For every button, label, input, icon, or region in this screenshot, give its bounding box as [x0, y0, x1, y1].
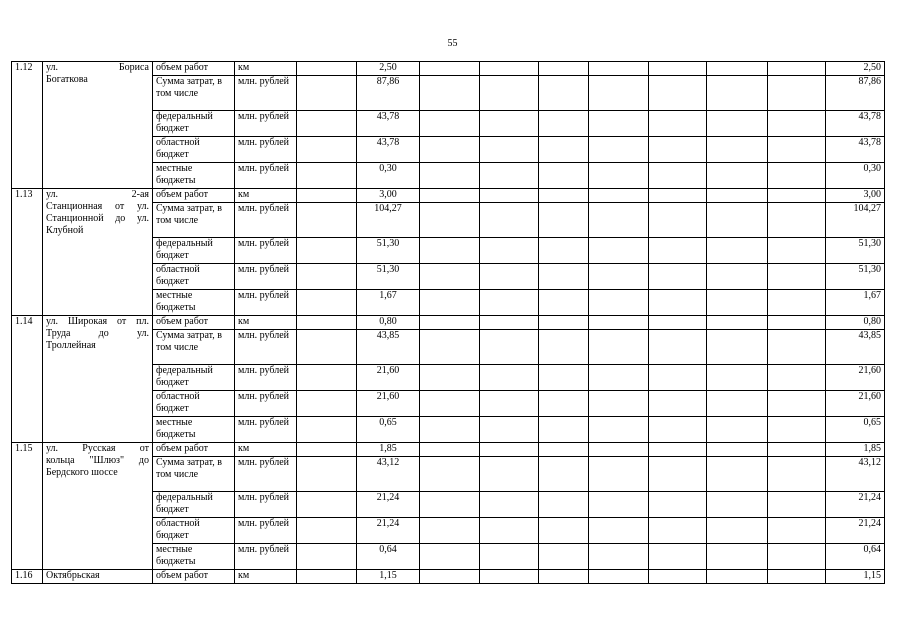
value-cell: 1,85: [357, 443, 420, 457]
empty-cell: [539, 264, 589, 290]
empty-cell: [480, 492, 539, 518]
budget-table: [11, 61, 885, 584]
empty-cell: [480, 76, 539, 111]
empty-cell: [297, 203, 357, 238]
value-cell: 0,30: [357, 163, 420, 189]
empty-cell: [707, 137, 768, 163]
empty-cell: [420, 189, 480, 203]
empty-cell: [768, 544, 826, 570]
empty-cell: [707, 111, 768, 137]
unit-label: млн. рублей: [235, 111, 297, 137]
total-cell: 2,50: [826, 62, 885, 76]
indicator-label: Сумма затрат, в том числе: [153, 457, 235, 492]
empty-cell: [539, 443, 589, 457]
empty-cell: [297, 189, 357, 203]
total-cell: 51,30: [826, 264, 885, 290]
unit-label: км: [235, 316, 297, 330]
total-cell: 43,85: [826, 330, 885, 365]
empty-cell: [589, 290, 649, 316]
empty-cell: [768, 163, 826, 189]
indicator-label: областной бюджет: [153, 137, 235, 163]
empty-cell: [480, 570, 539, 584]
total-cell: 21,60: [826, 365, 885, 391]
empty-cell: [589, 417, 649, 443]
empty-cell: [539, 330, 589, 365]
indicator-label: местные бюджеты: [153, 290, 235, 316]
street-name-line: ул. Бориса: [46, 62, 149, 73]
empty-cell: [539, 316, 589, 330]
unit-label: млн. рублей: [235, 137, 297, 163]
empty-cell: [768, 264, 826, 290]
empty-cell: [707, 264, 768, 290]
empty-cell: [420, 137, 480, 163]
indicator-label: областной бюджет: [153, 518, 235, 544]
street-name-line: Богаткова: [46, 74, 88, 85]
empty-cell: [297, 518, 357, 544]
section-number: 1.12: [12, 62, 43, 189]
total-cell: 0,64: [826, 544, 885, 570]
street-name-line: ул. Широкая от пл.: [46, 316, 149, 327]
empty-cell: [768, 443, 826, 457]
empty-cell: [539, 189, 589, 203]
empty-cell: [649, 417, 707, 443]
empty-cell: [480, 264, 539, 290]
section-number: 1.14: [12, 316, 43, 443]
empty-cell: [480, 518, 539, 544]
empty-cell: [707, 76, 768, 111]
empty-cell: [589, 544, 649, 570]
total-cell: 104,27: [826, 203, 885, 238]
indicator-label: федеральный бюджет: [153, 111, 235, 137]
empty-cell: [539, 290, 589, 316]
indicator-label: местные бюджеты: [153, 163, 235, 189]
empty-cell: [768, 203, 826, 238]
indicator-label: федеральный бюджет: [153, 365, 235, 391]
empty-cell: [297, 365, 357, 391]
empty-cell: [539, 238, 589, 264]
empty-cell: [539, 203, 589, 238]
empty-cell: [480, 111, 539, 137]
street-name-line: ул. Русская от: [46, 443, 149, 454]
empty-cell: [480, 544, 539, 570]
empty-cell: [589, 62, 649, 76]
unit-label: млн. рублей: [235, 238, 297, 264]
empty-cell: [707, 457, 768, 492]
empty-cell: [297, 290, 357, 316]
unit-label: млн. рублей: [235, 518, 297, 544]
empty-cell: [420, 62, 480, 76]
empty-cell: [649, 365, 707, 391]
indicator-label: местные бюджеты: [153, 544, 235, 570]
empty-cell: [480, 290, 539, 316]
empty-cell: [539, 111, 589, 137]
empty-cell: [768, 290, 826, 316]
unit-label: млн. рублей: [235, 365, 297, 391]
empty-cell: [420, 203, 480, 238]
table-row: [12, 443, 885, 457]
empty-cell: [539, 417, 589, 443]
street-name: [43, 570, 153, 584]
empty-cell: [297, 391, 357, 417]
value-cell: 21,60: [357, 391, 420, 417]
empty-cell: [649, 570, 707, 584]
empty-cell: [589, 238, 649, 264]
total-cell: 21,24: [826, 518, 885, 544]
empty-cell: [707, 518, 768, 544]
table-row: [12, 62, 885, 76]
value-cell: 43,12: [357, 457, 420, 492]
empty-cell: [297, 570, 357, 584]
value-cell: 43,78: [357, 137, 420, 163]
empty-cell: [768, 570, 826, 584]
total-cell: 21,24: [826, 492, 885, 518]
empty-cell: [420, 76, 480, 111]
empty-cell: [589, 443, 649, 457]
empty-cell: [768, 518, 826, 544]
empty-cell: [480, 62, 539, 76]
empty-cell: [768, 365, 826, 391]
total-cell: 87,86: [826, 76, 885, 111]
empty-cell: [649, 163, 707, 189]
empty-cell: [480, 238, 539, 264]
empty-cell: [649, 290, 707, 316]
empty-cell: [420, 316, 480, 330]
empty-cell: [649, 238, 707, 264]
unit-label: млн. рублей: [235, 492, 297, 518]
total-cell: 1,85: [826, 443, 885, 457]
unit-label: км: [235, 189, 297, 203]
value-cell: 21,60: [357, 365, 420, 391]
empty-cell: [589, 391, 649, 417]
value-cell: 21,24: [357, 492, 420, 518]
empty-cell: [649, 76, 707, 111]
empty-cell: [649, 316, 707, 330]
empty-cell: [480, 457, 539, 492]
total-cell: 0,30: [826, 163, 885, 189]
empty-cell: [707, 330, 768, 365]
empty-cell: [707, 544, 768, 570]
empty-cell: [589, 189, 649, 203]
empty-cell: [539, 76, 589, 111]
street-name-line: Станционной до ул.: [46, 213, 149, 224]
empty-cell: [420, 457, 480, 492]
street-name: [43, 316, 153, 443]
street-name: [43, 62, 153, 189]
section-number: 1.15: [12, 443, 43, 570]
empty-cell: [297, 443, 357, 457]
empty-cell: [768, 238, 826, 264]
empty-cell: [768, 137, 826, 163]
empty-cell: [420, 570, 480, 584]
unit-label: млн. рублей: [235, 417, 297, 443]
value-cell: 1,15: [357, 570, 420, 584]
empty-cell: [480, 417, 539, 443]
empty-cell: [649, 264, 707, 290]
empty-cell: [707, 62, 768, 76]
total-cell: 1,15: [826, 570, 885, 584]
street-name-line: Клубной: [46, 225, 84, 236]
total-cell: 43,12: [826, 457, 885, 492]
empty-cell: [420, 290, 480, 316]
empty-cell: [420, 163, 480, 189]
empty-cell: [297, 238, 357, 264]
empty-cell: [589, 163, 649, 189]
empty-cell: [297, 62, 357, 76]
empty-cell: [589, 316, 649, 330]
empty-cell: [297, 264, 357, 290]
empty-cell: [589, 570, 649, 584]
empty-cell: [420, 443, 480, 457]
empty-cell: [768, 316, 826, 330]
section-number: 1.13: [12, 189, 43, 316]
unit-label: млн. рублей: [235, 544, 297, 570]
value-cell: 43,85: [357, 330, 420, 365]
empty-cell: [297, 316, 357, 330]
street-name: [43, 189, 153, 316]
empty-cell: [589, 365, 649, 391]
empty-cell: [768, 189, 826, 203]
page-number: 55: [447, 38, 458, 49]
unit-label: млн. рублей: [235, 264, 297, 290]
empty-cell: [420, 330, 480, 365]
unit-label: млн. рублей: [235, 76, 297, 111]
unit-label: км: [235, 62, 297, 76]
empty-cell: [420, 264, 480, 290]
empty-cell: [420, 518, 480, 544]
empty-cell: [707, 163, 768, 189]
empty-cell: [480, 330, 539, 365]
empty-cell: [649, 457, 707, 492]
street-name-line: Бердского шоссе: [46, 467, 118, 478]
empty-cell: [768, 391, 826, 417]
empty-cell: [539, 163, 589, 189]
total-cell: 51,30: [826, 238, 885, 264]
empty-cell: [707, 316, 768, 330]
empty-cell: [707, 203, 768, 238]
empty-cell: [768, 330, 826, 365]
value-cell: 2,50: [357, 62, 420, 76]
empty-cell: [297, 417, 357, 443]
unit-label: млн. рублей: [235, 330, 297, 365]
empty-cell: [297, 330, 357, 365]
unit-label: млн. рублей: [235, 290, 297, 316]
indicator-label: федеральный бюджет: [153, 492, 235, 518]
empty-cell: [768, 457, 826, 492]
empty-cell: [297, 111, 357, 137]
value-cell: 43,78: [357, 111, 420, 137]
empty-cell: [768, 76, 826, 111]
indicator-label: объем работ: [153, 316, 235, 330]
unit-label: млн. рублей: [235, 163, 297, 189]
empty-cell: [297, 163, 357, 189]
indicator-label: Сумма затрат, в том числе: [153, 203, 235, 238]
value-cell: 3,00: [357, 189, 420, 203]
unit-label: млн. рублей: [235, 391, 297, 417]
empty-cell: [707, 492, 768, 518]
value-cell: 21,24: [357, 518, 420, 544]
empty-cell: [649, 189, 707, 203]
empty-cell: [768, 492, 826, 518]
empty-cell: [707, 443, 768, 457]
empty-cell: [420, 492, 480, 518]
street-name-line: Станционная от ул.: [46, 201, 149, 212]
indicator-label: Сумма затрат, в том числе: [153, 76, 235, 111]
empty-cell: [480, 316, 539, 330]
empty-cell: [649, 62, 707, 76]
empty-cell: [297, 544, 357, 570]
empty-cell: [480, 365, 539, 391]
empty-cell: [649, 443, 707, 457]
empty-cell: [420, 544, 480, 570]
empty-cell: [589, 111, 649, 137]
empty-cell: [480, 137, 539, 163]
empty-cell: [707, 417, 768, 443]
indicator-label: объем работ: [153, 189, 235, 203]
empty-cell: [589, 76, 649, 111]
table-row: [12, 189, 885, 203]
value-cell: 87,86: [357, 76, 420, 111]
unit-label: млн. рублей: [235, 203, 297, 238]
value-cell: 0,80: [357, 316, 420, 330]
empty-cell: [768, 111, 826, 137]
total-cell: 3,00: [826, 189, 885, 203]
empty-cell: [480, 203, 539, 238]
empty-cell: [297, 137, 357, 163]
indicator-label: местные бюджеты: [153, 417, 235, 443]
indicator-label: объем работ: [153, 62, 235, 76]
indicator-label: областной бюджет: [153, 391, 235, 417]
empty-cell: [768, 417, 826, 443]
empty-cell: [589, 518, 649, 544]
indicator-label: объем работ: [153, 443, 235, 457]
empty-cell: [539, 518, 589, 544]
street-name: [43, 443, 153, 570]
empty-cell: [539, 62, 589, 76]
street-name-line: ул. 2-ая: [46, 189, 149, 200]
empty-cell: [649, 391, 707, 417]
total-cell: 1,67: [826, 290, 885, 316]
value-cell: 0,65: [357, 417, 420, 443]
value-cell: 51,30: [357, 264, 420, 290]
empty-cell: [768, 62, 826, 76]
total-cell: 43,78: [826, 111, 885, 137]
empty-cell: [649, 518, 707, 544]
empty-cell: [707, 189, 768, 203]
empty-cell: [480, 163, 539, 189]
empty-cell: [649, 330, 707, 365]
empty-cell: [420, 111, 480, 137]
empty-cell: [649, 544, 707, 570]
empty-cell: [707, 391, 768, 417]
section-number: 1.16: [12, 570, 43, 584]
indicator-label: Сумма затрат, в том числе: [153, 330, 235, 365]
empty-cell: [589, 264, 649, 290]
empty-cell: [480, 391, 539, 417]
unit-label: млн. рублей: [235, 457, 297, 492]
empty-cell: [707, 238, 768, 264]
empty-cell: [589, 492, 649, 518]
empty-cell: [707, 570, 768, 584]
empty-cell: [539, 492, 589, 518]
empty-cell: [480, 189, 539, 203]
empty-cell: [480, 443, 539, 457]
empty-cell: [297, 76, 357, 111]
street-name-line: кольца "Шлюз" до: [46, 455, 149, 466]
empty-cell: [707, 290, 768, 316]
empty-cell: [589, 457, 649, 492]
empty-cell: [539, 365, 589, 391]
table-row: [12, 316, 885, 330]
value-cell: 1,67: [357, 290, 420, 316]
total-cell: 21,60: [826, 391, 885, 417]
unit-label: км: [235, 443, 297, 457]
empty-cell: [420, 417, 480, 443]
empty-cell: [539, 391, 589, 417]
street-name-line: Октябрьская: [46, 570, 100, 581]
unit-label: км: [235, 570, 297, 584]
value-cell: 51,30: [357, 238, 420, 264]
empty-cell: [649, 203, 707, 238]
table-body: [12, 62, 885, 584]
total-cell: 0,80: [826, 316, 885, 330]
empty-cell: [420, 238, 480, 264]
empty-cell: [649, 137, 707, 163]
empty-cell: [297, 457, 357, 492]
table-row: [12, 570, 885, 584]
empty-cell: [539, 570, 589, 584]
value-cell: 104,27: [357, 203, 420, 238]
empty-cell: [539, 544, 589, 570]
total-cell: 43,78: [826, 137, 885, 163]
empty-cell: [589, 203, 649, 238]
street-name-line: Троллейная: [46, 340, 96, 351]
empty-cell: [649, 492, 707, 518]
empty-cell: [539, 137, 589, 163]
empty-cell: [589, 330, 649, 365]
empty-cell: [707, 365, 768, 391]
empty-cell: [420, 365, 480, 391]
empty-cell: [649, 111, 707, 137]
indicator-label: объем работ: [153, 570, 235, 584]
empty-cell: [589, 137, 649, 163]
indicator-label: федеральный бюджет: [153, 238, 235, 264]
value-cell: 0,64: [357, 544, 420, 570]
street-name-line: Труда до ул.: [46, 328, 149, 339]
total-cell: 0,65: [826, 417, 885, 443]
empty-cell: [420, 391, 480, 417]
indicator-label: областной бюджет: [153, 264, 235, 290]
empty-cell: [539, 457, 589, 492]
empty-cell: [297, 492, 357, 518]
